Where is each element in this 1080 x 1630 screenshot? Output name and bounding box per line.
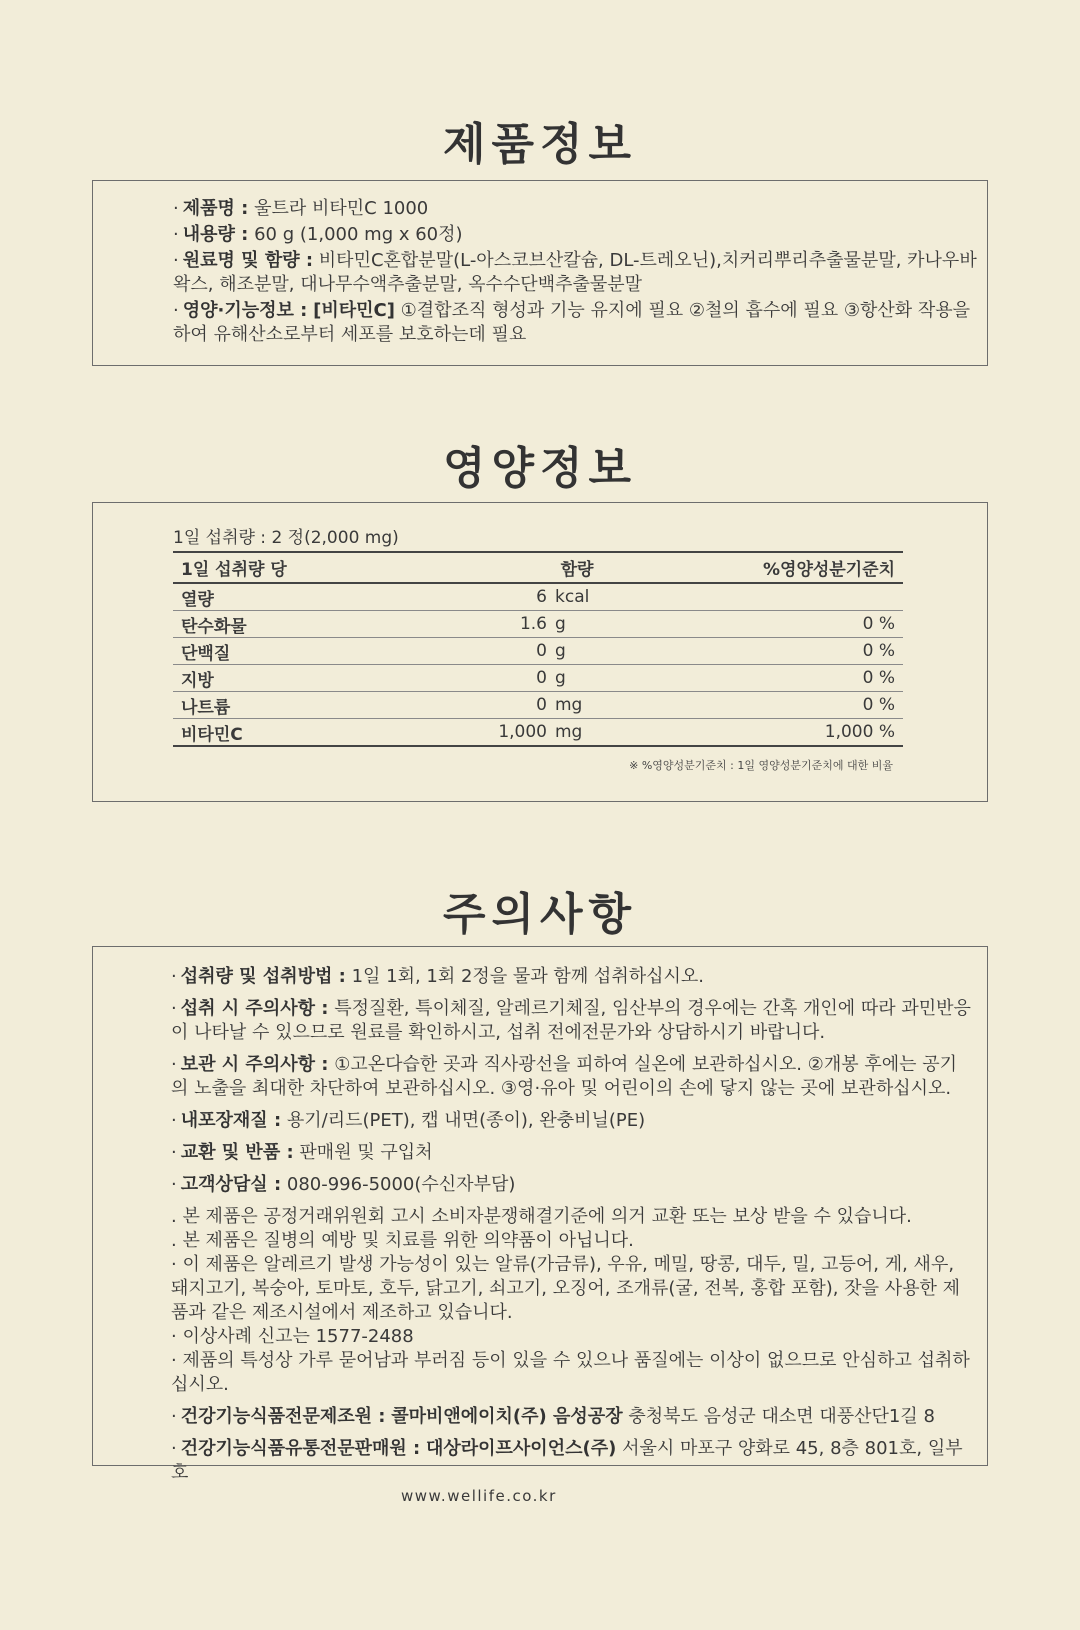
header-per-serving: 1일 섭취량 당 xyxy=(173,552,439,583)
nutrient-unit: g xyxy=(551,611,683,638)
customer-service-line: · 고객상담실 : 080-996-5000(수신자부담) xyxy=(171,1174,516,1195)
customer-service-label: 고객상담실 : xyxy=(180,1174,282,1195)
customer-service-value: 080-996-5000(수신자부담) xyxy=(286,1174,516,1195)
header-daily-value: %영양성분기준치 xyxy=(683,552,903,583)
content-amount-label: 내용량 : xyxy=(182,224,249,245)
note-item: · 이상사례 신고는 1577-2488 xyxy=(171,1326,414,1347)
storage-caution-value: ①고온다습한 곳과 직사광선을 피하여 실온에 보관하십시오. ②개봉 후에는 공기의 노출을 최대한 차단하여 보관하십시오. ③영·유아 및 어린이의 손에 닿지 않는 곳에 보관하십시오. xyxy=(171,1054,957,1099)
intake-caution-label: 섭취 시 주의사항 : xyxy=(180,998,329,1019)
ingredients-label: 원료명 및 함량 : xyxy=(182,250,314,271)
product-name-label: 제품명 : xyxy=(182,198,249,219)
storage-caution-line: · 보관 시 주의사항 : ①고온다습한 곳과 직사광선을 피하여 실온에 보관하십시오. ②개봉 후에는 공기의 노출을 최대한 차단하여 보관하십시오. ③영·유아 및 어린이의 손에 닿지 않는 곳에 보관하십시오. xyxy=(171,1054,957,1099)
note-item: . 본 제품은 질병의 예방 및 치료를 위한 의약품이 아닙니다. xyxy=(171,1230,634,1251)
nutrient-percent: 0 % xyxy=(683,638,903,665)
nutrient-unit: g xyxy=(551,665,683,692)
content-amount-line: · 내용량 : 60 g (1,000 mg x 60정) xyxy=(173,224,463,245)
note-item: . 본 제품은 공정거래위원회 고시 소비자분쟁해결기준에 의거 교환 또는 보상 받을 수 있습니다. xyxy=(171,1206,912,1227)
caution-box xyxy=(92,946,988,1505)
function-info-label: 영양·기능정보 : xyxy=(182,300,308,321)
ingredients-value: 비타민C혼합분말(L-아스코브산칼슘, DL-트레오닌),치커리뿌리추출물분말, 카나우바왁스, 해조분말, 대나무수액추출분말, 옥수수단백추출물분말 xyxy=(173,250,977,295)
intake-caution-value: 특정질환, 특이체질, 알레르기체질, 임산부의 경우에는 간혹 개인에 따라 과민반응이 나타날 수 있으므로 원료를 확인하시고, 섭취 전에전문가와 상담하시기 바랍니다. xyxy=(171,998,971,1043)
note-item: · 이 제품은 알레르기 발생 가능성이 있는 알류(가금류), 우유, 메밀, 땅콩, 대두, 밀, 고등어, 게, 새우, 돼지고기, 복숭아, 토마토, 호두, 닭고기, 쇠고기, 오징어, 조개류(굴, 전복, 홍합 포함), 잣을 사용한 제품과 같은 제조시설에서 제조하고 있습니다. xyxy=(171,1254,960,1323)
table-row xyxy=(173,583,903,611)
nutrient-unit: g xyxy=(551,638,683,665)
nutrition-box xyxy=(92,502,988,802)
manufacturer-address: 충청북도 음성군 대소면 대풍산단1길 8 xyxy=(628,1406,935,1427)
content-amount-value: 60 g (1,000 mg x 60정) xyxy=(254,224,463,245)
seller-address: 서울시 마포구 양화로 45, 8층 801호, 일부호 xyxy=(171,1438,963,1483)
nutrient-name: 지방 xyxy=(173,665,439,692)
nutrition-header-row xyxy=(173,552,903,583)
nutrient-name: 탄수화물 xyxy=(173,611,439,638)
website-link[interactable]: www.wellife.co.kr xyxy=(401,1487,557,1505)
manufacturer-line: · 건강기능식품전문제조원 : 콜마비앤에이치(주) 음성공장 충청북도 음성군 대소면 대풍산단1길 8 xyxy=(171,1406,935,1427)
nutrient-percent: 0 % xyxy=(683,665,903,692)
intake-method-line: · 섭취량 및 섭취방법 : 1일 1회, 1회 2정을 물과 함께 섭취하십시오. xyxy=(171,966,704,987)
nutrient-amount: 1.6 xyxy=(439,611,551,638)
intake-caution-line: · 섭취 시 주의사항 : 특정질환, 특이체질, 알레르기체질, 임산부의 경우에는 간혹 개인에 따라 과민반응이 나타날 수 있으므로 원료를 확인하시고, 섭취 전에전문가와 상담하시기 바랍니다. xyxy=(171,998,971,1043)
ingredients-line: · 원료명 및 함량 : 비타민C혼합분말(L-아스코브산칼슘, DL-트레오닌),치커리뿌리추출물분말, 카나우바왁스, 해조분말, 대나무수액추출분말, 옥수수단백추출물분말 xyxy=(173,250,977,295)
manufacturer-name: 콜마비앤에이치(주) 음성공장 xyxy=(391,1406,623,1427)
nutrient-unit: mg xyxy=(551,692,683,719)
nutrition-title: 영양정보 xyxy=(442,443,637,494)
intake-method-value: 1일 1회, 1회 2정을 물과 함께 섭취하십시오. xyxy=(351,966,704,987)
function-info-line: · 영양·기능정보 : [비타민C] ①결합조직 형성과 기능 유지에 필요 ②철의 흡수에 필요 ③항산화 작용을 하여 유해산소로부터 세포를 보호하는데 필요 xyxy=(173,300,971,345)
nutrient-percent: 0 % xyxy=(683,611,903,638)
product-name-line: · 제품명 : 울트라 비타민C 1000 xyxy=(173,198,429,219)
header-amount: 함량 xyxy=(439,552,683,583)
note-item: · 제품의 특성상 가루 묻어남과 부러짐 등이 있을 수 있으나 품질에는 이상이 없으므로 안심하고 섭취하십시오. xyxy=(171,1350,970,1395)
seller-name: 대상라이프사이언스(주) xyxy=(425,1438,617,1459)
product-name-value: 울트라 비타민C 1000 xyxy=(254,198,429,219)
packaging-value: 용기/리드(PET), 캡 내면(종이), 완충비닐(PE) xyxy=(286,1110,646,1131)
nutrient-amount: 1,000 xyxy=(439,719,551,747)
nutrient-name: 나트륨 xyxy=(173,692,439,719)
table-row xyxy=(173,665,903,692)
storage-caution-label: 보관 시 주의사항 : xyxy=(180,1054,329,1075)
intake-method-label: 섭취량 및 섭취방법 : xyxy=(180,966,346,987)
nutrient-name: 비타민C xyxy=(173,719,439,747)
table-row xyxy=(173,692,903,719)
nutrient-amount: 0 xyxy=(439,692,551,719)
nutrient-name: 단백질 xyxy=(173,638,439,665)
function-info-value: ①결합조직 형성과 기능 유지에 필요 ②철의 흡수에 필요 ③항산화 작용을 하여 유해산소로부터 세포를 보호하는데 필요 xyxy=(173,300,971,345)
exchange-label: 교환 및 반품 : xyxy=(180,1142,294,1163)
nutrient-name: 열량 xyxy=(173,583,439,611)
seller-line: · 건강기능식품유통전문판매원 : 대상라이프사이언스(주) 서울시 마포구 양화로 45, 8층 801호, 일부호 xyxy=(171,1438,963,1483)
seller-label: 건강기능식품유통전문판매원 : xyxy=(180,1438,421,1459)
nutrient-unit: mg xyxy=(551,719,683,747)
function-info-bold: [비타민C] xyxy=(313,300,395,321)
nutrition-footnote: ※ %영양성분기준치 : 1일 영양성분기준치에 대한 비율 xyxy=(629,759,893,772)
nutrition-table xyxy=(173,551,903,747)
nutrient-unit: kcal xyxy=(551,583,683,611)
exchange-line: · 교환 및 반품 : 판매원 및 구입처 xyxy=(171,1142,433,1163)
nutrient-percent: 0 % xyxy=(683,692,903,719)
packaging-label: 내포장재질 : xyxy=(180,1110,282,1131)
nutrient-percent: 1,000 % xyxy=(683,719,903,747)
manufacturer-label: 건강기능식품전문제조원 : xyxy=(180,1406,386,1427)
caution-title: 주의사항 xyxy=(442,889,637,940)
table-row xyxy=(173,719,903,747)
product-info-title: 제품정보 xyxy=(442,119,637,170)
nutrient-amount: 0 xyxy=(439,638,551,665)
nutrient-amount: 6 xyxy=(439,583,551,611)
nutrient-amount: 0 xyxy=(439,665,551,692)
nutrient-percent xyxy=(683,583,903,611)
table-row xyxy=(173,611,903,638)
table-row xyxy=(173,638,903,665)
product-info-box xyxy=(92,180,988,366)
exchange-value: 판매원 및 구입처 xyxy=(299,1142,433,1163)
serving-size: 1일 섭취량 : 2 정(2,000 mg) xyxy=(173,528,399,548)
notes-block xyxy=(171,1205,971,1397)
packaging-line: · 내포장재질 : 용기/리드(PET), 캡 내면(종이), 완충비닐(PE) xyxy=(171,1110,646,1131)
